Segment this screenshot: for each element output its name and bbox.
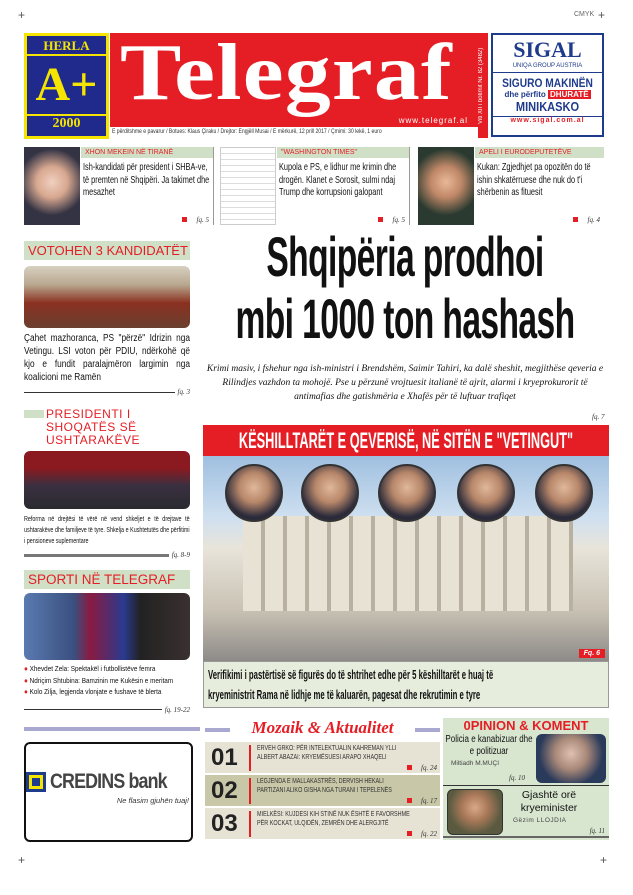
row-number: 02 xyxy=(211,777,238,804)
portrait-4 xyxy=(457,464,515,522)
masthead-tagline: E përditshme e pavarur / Botues: Klaus Çiraku / Drejtor: Engjëll Musai / E mërkurë, 12 prill 2017 / Çmimi: 30 lekë, 1 euro xyxy=(112,128,382,135)
author-photo xyxy=(447,789,503,835)
section-title: SPORTI NË TELEGRAF xyxy=(24,570,190,589)
red-square-icon xyxy=(407,798,412,803)
section-page: fq. 3 xyxy=(177,388,190,396)
parliament-photo xyxy=(24,266,190,328)
opinion-item[interactable] xyxy=(443,734,609,786)
issue-number: Viti XII i botimit Nr. 82 (3482) xyxy=(478,33,488,138)
photo-caption xyxy=(203,661,609,708)
masthead-url[interactable]: www.telegraf.al xyxy=(398,116,468,125)
row-line1: ERVEH GRKO: PËR INTELEKTUALIN KAHREMAN YLLI xyxy=(257,745,397,752)
section-page: fq. 19-22 xyxy=(164,705,190,714)
section-sporti[interactable] xyxy=(24,570,190,714)
red-banner[interactable] xyxy=(203,425,609,456)
teaser-text: Ish-kandidati për president i SHBA-ve, të premten në Shqipëri. Ja takimet dhe mesazhet xyxy=(83,161,210,198)
opinion-page: fq. 10 xyxy=(509,774,525,782)
building xyxy=(243,516,573,611)
herla-year: 2000 xyxy=(27,114,106,132)
cmyk-mark: CMYK xyxy=(574,11,595,18)
crop-mark: + xyxy=(18,853,26,867)
bullet-text: Kolo Zilja, legjenda vlonjate e fushave të blerta xyxy=(29,687,162,696)
section-votohen[interactable] xyxy=(24,241,190,396)
red-square-icon xyxy=(182,217,187,222)
portrait-1 xyxy=(225,464,283,522)
government-building-photo xyxy=(203,456,609,661)
section-page: fq. 8-9 xyxy=(171,551,190,559)
crop-mark: + xyxy=(18,8,26,22)
bullet-text: Xhevdet Zela: Spektakël i futbollistëve femra xyxy=(29,664,156,673)
teaser-kicker: APELI I EURODEPUTETËVE xyxy=(475,147,604,158)
teaser-mccain[interactable] xyxy=(24,147,214,225)
red-square-icon xyxy=(407,765,412,770)
credins-ad[interactable] xyxy=(24,742,193,842)
mozaik-row[interactable] xyxy=(205,742,440,774)
opinion-author: Miltiadh M.MUÇI xyxy=(451,760,500,767)
section-title: VOTOHEN 3 KANDIDATËT xyxy=(24,241,190,260)
section-title: PRESIDENTI I SHOQATËS SË USHTARAKËVE xyxy=(46,407,140,447)
teaser-washington-times[interactable] xyxy=(220,147,410,225)
sports-bullet[interactable]: ● Xhevdet Zela: Spektakël i futbollistëve femra xyxy=(24,664,156,673)
sigal-logo: SIGAL xyxy=(513,37,582,62)
teaser-text: Kupola e PS, e lidhur me krimin dhe drogën. Klanet e Sorosit, sulmi ndaj Trump dhe korrupsioni galopant xyxy=(279,161,397,198)
teaser-page: fq. 4 xyxy=(587,216,600,224)
teaser-photo xyxy=(418,147,474,225)
veterans-photo xyxy=(24,451,190,509)
sigal-badge: DHURATË xyxy=(550,90,589,99)
row-number: 03 xyxy=(211,810,238,837)
headline-line1: Shqipëria prodhoi xyxy=(266,225,544,288)
sports-bullet[interactable]: ● Kolo Zilja, legjenda vlonjate e fushave të blerta xyxy=(24,687,162,696)
credins-name: CREDINS bank xyxy=(50,770,167,793)
section-text: Reforma në drejtësi të vërë në vend shkeljet e të drejtave të ushtarakëve dhe familjeve të tyre. Shkelja e Kushtetutës dhe përfitimi i pensioneve suplementare xyxy=(24,514,190,545)
opinion-title: 0PINION & KOMENT xyxy=(463,718,589,733)
section-text: Çahet mazhoranca, PS "përzë" Idrizin nga Vetingu. LSI voton për PDIU, ndërkohë që kjo e fundit paralajmëron largimin nga koalicioni me Ramën xyxy=(24,333,190,383)
divider xyxy=(205,728,230,732)
sports-bullet[interactable]: ● Ndriçim Shtubina: Bamzinin me Kukësin e meritam xyxy=(24,675,174,685)
herla-title: HERLA xyxy=(27,38,106,56)
red-square-icon xyxy=(378,217,383,222)
mozaik-header xyxy=(205,718,440,738)
herla-mark: A+ xyxy=(35,58,98,111)
row-page: fq. 22 xyxy=(421,830,437,838)
mozaik-row[interactable] xyxy=(205,775,440,807)
teaser-kicker: XHON MEKEIN NË TIRANË xyxy=(81,147,213,158)
teaser-page: fq. 5 xyxy=(392,216,405,224)
sigal-ad[interactable] xyxy=(491,33,604,137)
row-number: 01 xyxy=(211,744,238,771)
teaser-text: Kukan: Zgjedhjet pa opozitën do të ishin shkatërruese dhe nuk do t'i shërbenin as fituesit xyxy=(477,161,591,198)
row-line2: ALBERT ABAZAI: KRYEMËSUESI ARAPO XHAQELI xyxy=(257,754,387,761)
teaser-photo xyxy=(220,147,276,225)
lead-page: fq. 7 xyxy=(592,413,605,421)
headline-line2: mbi 1000 ton hashash xyxy=(235,287,575,350)
divider xyxy=(415,728,440,732)
mozaik-title: Mozaik & Aktualitet xyxy=(251,718,394,737)
sigal-sub: UNIQA GROUP AUSTRIA xyxy=(493,63,602,73)
sports-photo xyxy=(24,593,190,660)
opinion-author: Gëzim LLOJDIA xyxy=(513,817,567,824)
red-square-icon xyxy=(573,217,578,222)
masthead xyxy=(110,29,478,127)
sigal-line2-text: dhe përfito xyxy=(504,90,546,99)
opinion-item[interactable] xyxy=(443,786,609,838)
divider xyxy=(24,727,200,731)
caption-line1: Verifikimi i pastërtisë së figurës do të shtrihet edhe për 5 këshilltarët e huaj të xyxy=(208,668,494,682)
teaser-kicker: "WASHINGTON TIMES" xyxy=(277,147,409,158)
opinion-headline: Policia e kanabizuar dhe e politizuar xyxy=(445,734,533,757)
sigal-line3: MINIKASKO xyxy=(515,99,580,114)
portrait-5 xyxy=(535,464,593,522)
credins-slogan: Ne flasim gjuhën tuaj! xyxy=(116,796,189,805)
teaser-photo xyxy=(24,147,80,225)
row-page: fq. 17 xyxy=(421,797,437,805)
bullet-text: Ndriçim Shtubina: Bamzinin me Kukësin e meritam xyxy=(29,675,174,685)
sports-bullets xyxy=(24,663,190,698)
portrait-3 xyxy=(378,464,436,522)
crop-mark: + xyxy=(598,8,606,22)
row-line1: LEGJENDA E MALLAKASTRËS, DERVISH HEKALI xyxy=(257,778,384,785)
crop-mark: + xyxy=(600,853,608,867)
opinion-page: fq. 11 xyxy=(589,827,605,835)
section-presidenti[interactable] xyxy=(24,408,190,559)
row-line2: PARTIZANI ALIKO GISHA NGA TURANI I TEPELENËS xyxy=(257,787,392,794)
sigal-line1: SIGURO MAKINËN xyxy=(502,76,593,90)
portrait-2 xyxy=(301,464,359,522)
caption-line2: kryeministrit Rama në lidhje me të kaluarën, pagesat dhe rekrutimin e tyre xyxy=(208,688,481,702)
red-square-icon xyxy=(407,831,412,836)
teaser-kukan[interactable] xyxy=(418,147,604,225)
row-line2: PËR KOCKAT, ULQIDËN, ZEMRËN DHE ALERGJITË xyxy=(257,820,389,827)
photo-page: Fq. 6 xyxy=(579,649,605,658)
opinion-box xyxy=(443,718,609,840)
sigal-url: www.sigal.com.al xyxy=(493,116,602,124)
teaser-page: fq. 5 xyxy=(196,216,209,224)
banner-text: KËSHILLTARËT E QEVERISË, NË SITËN E "VETINGUT" xyxy=(238,428,574,453)
herla-logo xyxy=(24,33,109,139)
author-photo xyxy=(536,734,606,783)
main-headline[interactable] xyxy=(207,226,603,350)
lead-text: Krimi masiv, i fshehur nga ish-ministri i Brendshëm, Saimir Tahiri, ka dalë sheshit, megjithëse qeveria e Rilindjes vazhdon ta mohojë. Pse u përzunë vrojtuesit italianë të ajrit, alarmi i kryeprokurorit të antimafias dhe gatishmëria e Xhafës për të luftuar trafiqet xyxy=(206,364,604,402)
sigal-line2 xyxy=(493,90,602,99)
row-page: fq. 24 xyxy=(421,764,437,772)
row-line1: MIELKËSI: KUJDESI KIH STINË NUK ËSHTË E FAVORSHME xyxy=(257,811,410,818)
credins-logo-icon xyxy=(26,772,46,792)
opinion-headline: Gjashtë orë kryeminister xyxy=(520,789,578,814)
mozaik-row[interactable] xyxy=(205,808,440,840)
masthead-title: Telegraf xyxy=(120,29,453,117)
